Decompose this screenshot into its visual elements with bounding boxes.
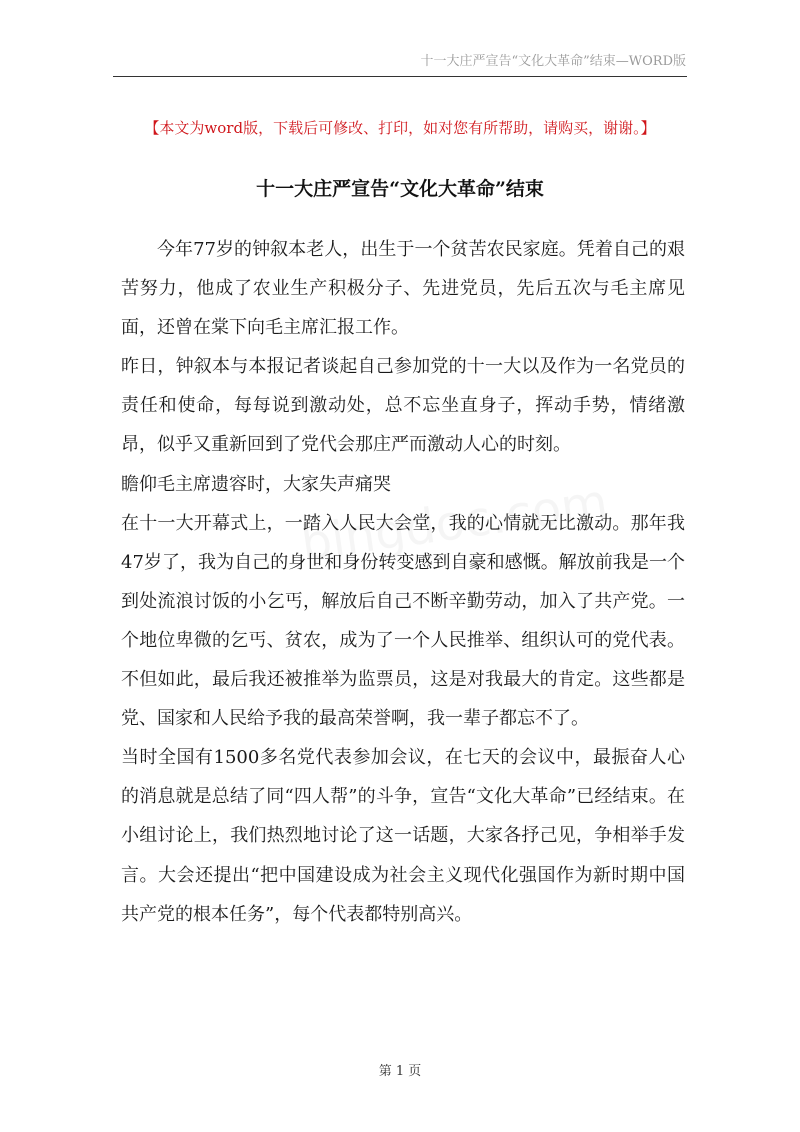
header-divider <box>113 76 687 77</box>
section-subheading: 瞻仰毛主席遗容时，大家失声痛哭 <box>121 473 391 495</box>
paragraph-interview: 昨日，钟叙本与本报记者谈起自己参加党的十一大以及作为一名党员的责任和使命，每每说到激动处，总不忘坐直身子，挥动手势，情绪激昂，似乎又重新回到了党代会那庄严而激动人心的时刻。 <box>121 356 685 456</box>
paragraph-intro: 今年77岁的钟叙本老人，出生于一个贫苦农民家庭。凭着自己的艰苦努力，他成了农业生产积极分子、先进党员，先后五次与毛主席见面，还曾在棠下向毛主席汇报工作。 <box>121 239 685 339</box>
page-number: 第 1 页 <box>378 1064 422 1079</box>
running-header: 十一大庄严宣告“文化大革命”结束—WORD版 <box>420 54 686 69</box>
download-notice: 【本文为word版，下载后可修改、打印，如对您有所帮助，请购买，谢谢。】 <box>144 119 656 137</box>
document-title: 十一大庄严宣告“文化大革命”结束 <box>256 178 544 200</box>
paragraph-congress-meeting: 当时全国有1500多名党代表参加会议，在七天的会议中，最振奋人心的消息就是总结了同“四人帮”的斗争，宣告“文化大革命”已经结束。在小组讨论上，我们热烈地讨论了这一话题，大家各抒己见，争相举手发言。大会还提出“把中国建设成为社会主义现代化强国作为新时期中国共产党的根本任务”，每个代表都特别高兴。 <box>121 747 685 925</box>
document-body <box>121 230 685 934</box>
paragraph-opening-ceremony: 在十一大开幕式上，一踏入人民大会堂，我的心情就无比激动。那年我47岁了，我为自己的身世和身份转变感到自豪和感慨。解放前我是一个到处流浪讨饭的小乞丐，解放后自己不断辛勤劳动，加入了共产党。一个地位卑微的乞丐、贫农，成为了一个人民推举、组织认可的党代表。不但如此，最后我还被推举为监票员，这是对我最大的肯定。这些都是党、国家和人民给予我的最高荣誉啊，我一辈子都忘不了。 <box>121 512 685 730</box>
